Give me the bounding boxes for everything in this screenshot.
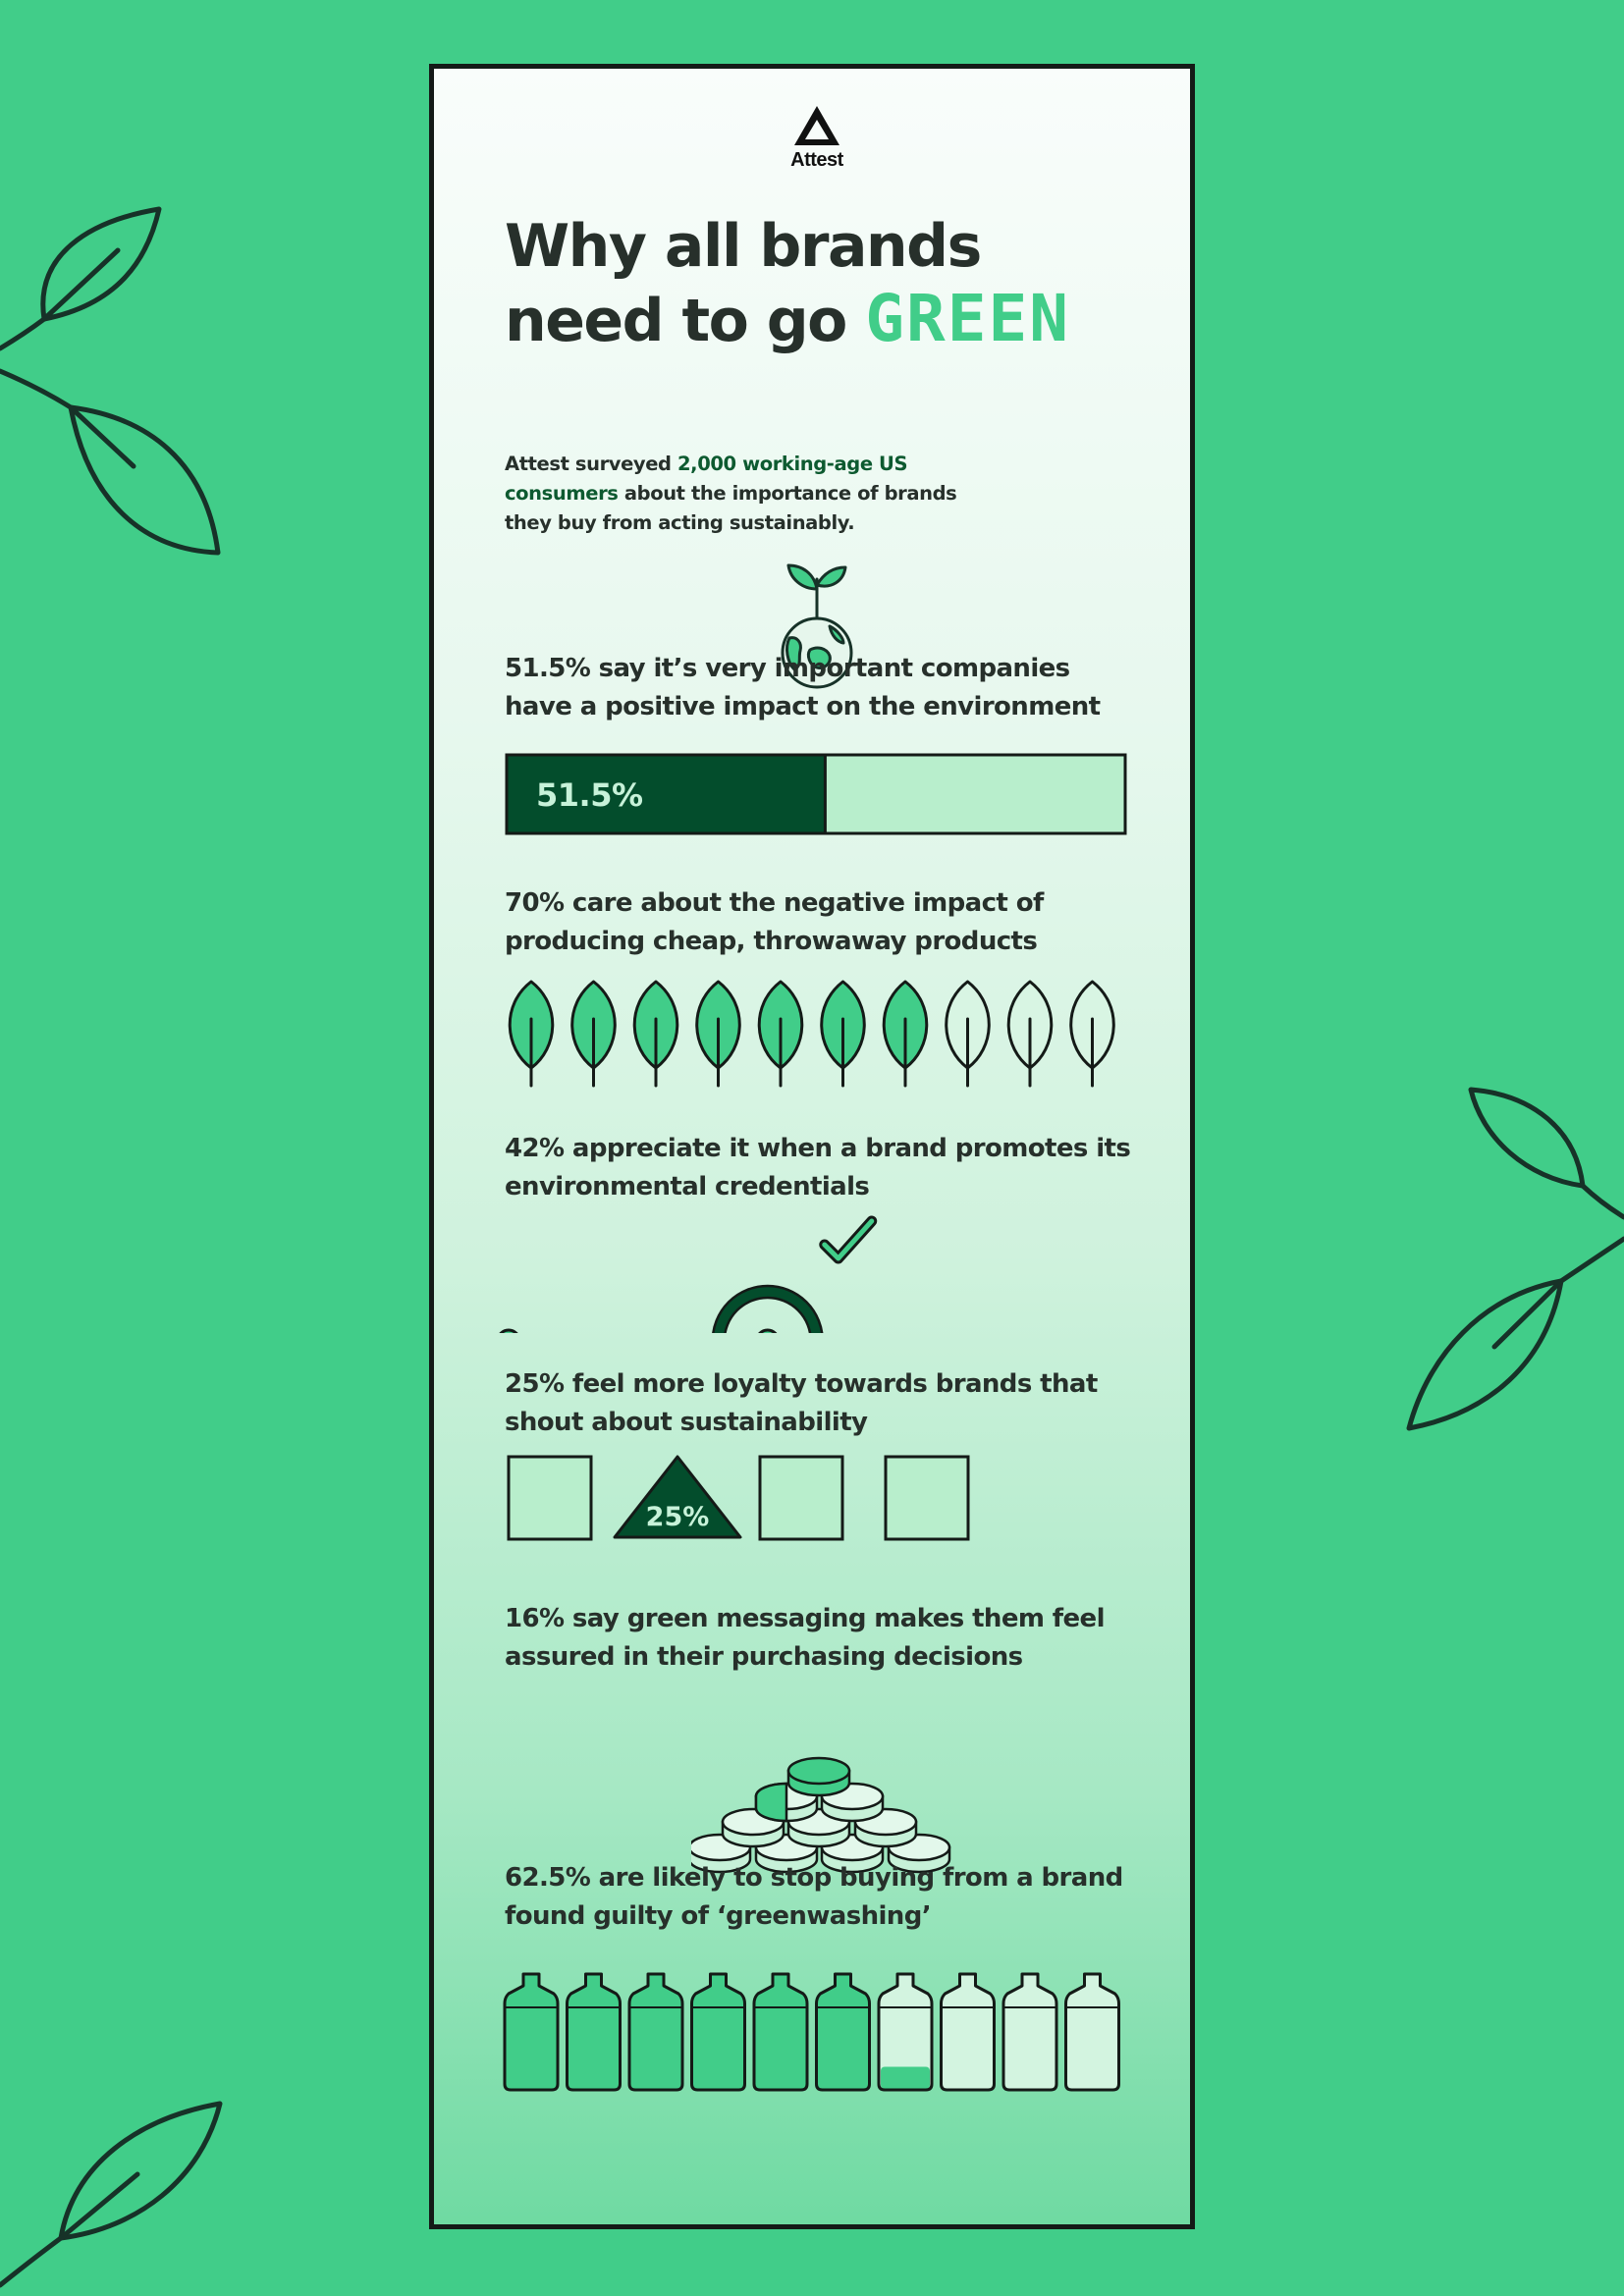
bottle-icon: [817, 1974, 870, 2090]
square-icon: [760, 1457, 842, 1539]
checkmark-icon: [825, 1221, 872, 1258]
slider-knob: [757, 1330, 779, 1333]
brand-name: Attest: [790, 149, 843, 171]
leaf-icon: [947, 982, 990, 1086]
stat-3-slider-chart: [497, 1205, 1137, 1333]
bottle-icon: [879, 1974, 932, 2090]
square-icon: [509, 1457, 591, 1539]
stat-6-text: [505, 1859, 1143, 1936]
leaf-icon: [510, 982, 553, 1086]
intro-suffix: about the importance of brands they buy from acting sustainably.: [505, 482, 957, 534]
infographic-card: [429, 64, 1195, 2229]
bottle-icon: [505, 1974, 558, 2090]
title-line-1: Why all brands: [505, 212, 981, 281]
square-icon: [886, 1457, 968, 1539]
intro-prefix: Attest surveyed: [505, 453, 678, 475]
stat-5-coin-pictogram: [691, 1688, 960, 1881]
page-title: [505, 211, 1070, 357]
leaf-icon: [0, 371, 71, 407]
stat-4-description: feel more loyalty towards brands that shout about sustainability: [505, 1369, 1098, 1437]
stat-3-value: 42%: [505, 1134, 565, 1163]
stat-1-bar-chart: [505, 753, 1129, 837]
bottle-icon: [568, 1974, 621, 2090]
leaf-icon: [884, 982, 927, 1086]
badge-label: 25%: [645, 1502, 710, 1532]
leaf-icon: [61, 2104, 220, 2238]
stat-5-description: say green messaging makes them feel assured in their purchasing decisions: [505, 1604, 1105, 1672]
stat-1-value: 51.5%: [505, 654, 591, 683]
title-highlight: GREEN: [865, 281, 1070, 356]
stat-3-text: [505, 1130, 1143, 1206]
leaf-icon: [759, 982, 802, 1086]
leaf-icon: [0, 319, 44, 348]
bottle-icon: [1003, 1974, 1056, 2090]
leaf-icon: [697, 982, 740, 1086]
leaf-icon: [1409, 1281, 1561, 1428]
bar-value-label: 51.5%: [536, 776, 643, 814]
stat-1-text: [505, 650, 1143, 726]
stat-5-text: [505, 1600, 1143, 1677]
bottle-icon: [1066, 1974, 1119, 2090]
stat-6-description: are likely to stop buying from a brand found guilty of ‘greenwashing’: [505, 1863, 1123, 1931]
bottle-icon: [692, 1974, 745, 2090]
stat-2-value: 70%: [505, 888, 565, 918]
title-line-2: need to go: [505, 287, 866, 355]
bottle-partial-fill: [881, 2067, 930, 2090]
bottle-icon: [629, 1974, 682, 2090]
bottle-icon: [942, 1974, 995, 2090]
stat-4-value: 25%: [505, 1369, 565, 1399]
stat-6-value: 62.5%: [505, 1863, 591, 1893]
coin-partial-fill: [756, 1784, 786, 1821]
stat-4-text: [505, 1365, 1143, 1442]
leaf-icon: [572, 982, 616, 1086]
stat-2-description: care about the negative impact of producing cheap, throwaway products: [505, 888, 1044, 956]
leaf-icon: [1008, 982, 1052, 1086]
triangle-badge: [615, 1457, 740, 1537]
intro-text: [505, 450, 966, 538]
intro-highlight: 2,000 working-age US consumers: [505, 453, 908, 505]
stat-3-description: appreciate it when a brand promotes its environmental credentials: [505, 1134, 1131, 1201]
leaf-icon: [1471, 1090, 1583, 1186]
stat-2-leaf-pictogram: [501, 980, 1135, 1090]
leaf-icon: [634, 982, 677, 1086]
stat-2-text: [505, 884, 1143, 961]
stat-4-square-pictogram: [505, 1453, 996, 1561]
stat-6-bottle-pictogram: [501, 1968, 1135, 2096]
leaf-icon: [43, 209, 159, 319]
leaf-icon: [1071, 982, 1114, 1086]
magnifier-icon: [713, 1286, 888, 1333]
stat-5-value: 16%: [505, 1604, 565, 1633]
leaf-icon: [71, 407, 218, 553]
bottle-icon: [754, 1974, 807, 2090]
attest-logo-icon: [792, 104, 841, 147]
stat-1-description: say it’s very important companies have a positive impact on the environment: [505, 654, 1101, 721]
coin-icon: [788, 1758, 849, 1795]
leaf-icon: [822, 982, 865, 1086]
attest-logo: [778, 104, 856, 172]
slider-start-knob: [498, 1330, 519, 1333]
